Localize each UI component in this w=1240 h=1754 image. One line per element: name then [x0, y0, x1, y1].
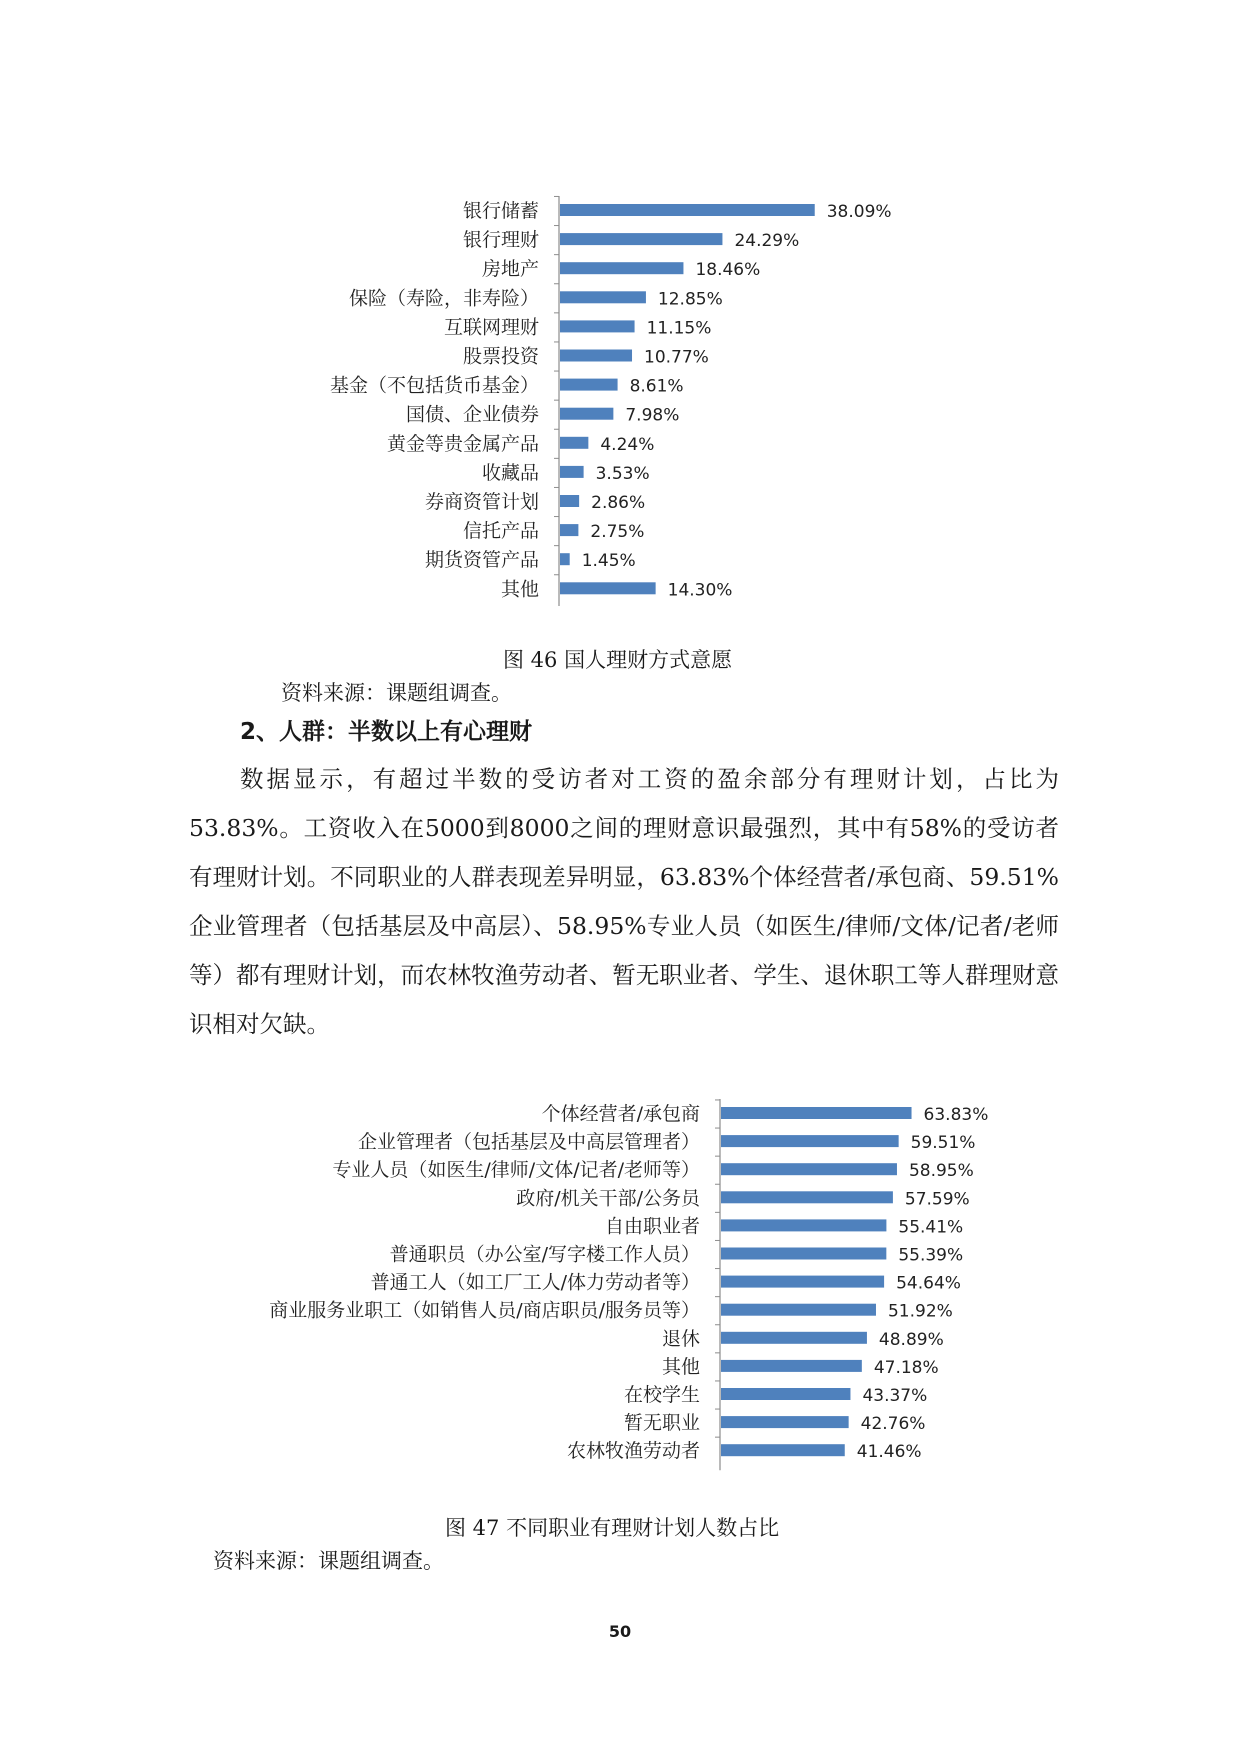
- bar: [560, 233, 722, 245]
- figure-47-caption: 图 47 不同职业有理财计划人数占比: [445, 1516, 780, 1540]
- category-label: 自由职业者: [604, 1215, 700, 1238]
- bar: [721, 1191, 893, 1203]
- bar: [560, 320, 635, 332]
- bar: [560, 291, 646, 303]
- figure-46-source: 资料来源：课题组调查。: [281, 681, 512, 705]
- bar: [560, 495, 579, 507]
- data-label: 42.76%: [860, 1414, 926, 1435]
- bar: [721, 1416, 849, 1428]
- category-label: 收藏品: [481, 461, 539, 484]
- data-label: 59.51%: [910, 1133, 976, 1154]
- category-label: 退休: [661, 1327, 700, 1350]
- page-number: 50: [608, 1622, 632, 1641]
- category-label: 银行理财: [462, 229, 539, 252]
- bar: [560, 466, 584, 478]
- category-label: 普通工人（如工厂工人/体力劳动者等）: [370, 1271, 700, 1294]
- category-label: 股票投资: [462, 345, 539, 368]
- data-label: 10.77%: [644, 347, 709, 368]
- chart-occupation-plans: [0, 1085, 1240, 1485]
- category-label: 券商资管计划: [424, 491, 539, 513]
- bar: [560, 582, 656, 594]
- body-paragraph: 数据显示，有超过半数的受访者对工资的盈余部分有理财计划，占比为53.83%。工资收入在5000到8000之间的理财意识最强烈，其中有58%的受访者有理财计划。不同职业的人群表现差异明显，63.83%个体经营者/承包商、59.51%企业管理者（包括基层及中高层）、58.95%专业人员（如医生/律师/文体/记者/老师等）都有理财计划，而农林牧渔劳动者、暂无职业者、学生、退休职工等人群理财意识相对欠缺。: [189, 765, 1059, 1038]
- data-label: 14.30%: [667, 580, 733, 601]
- category-label: 房地产: [481, 258, 539, 281]
- bar: [560, 262, 683, 274]
- data-label: 18.46%: [695, 260, 761, 281]
- data-label: 55.41%: [898, 1217, 964, 1238]
- category-label: 期货资管产品: [424, 549, 539, 572]
- data-label: 43.37%: [862, 1386, 928, 1406]
- bar: [560, 524, 578, 536]
- section-heading: 2、人群：半数以上有心理财: [240, 719, 533, 745]
- category-label: 国债、企业债券: [405, 403, 539, 426]
- category-label: 暂无职业: [623, 1412, 700, 1435]
- data-label: 47.18%: [873, 1357, 939, 1378]
- category-label: 互联网理财: [443, 316, 539, 339]
- bar: [721, 1444, 845, 1456]
- category-label: 个体经营者/承包商: [541, 1103, 700, 1125]
- bar: [721, 1388, 850, 1400]
- bar: [560, 408, 613, 420]
- bar: [721, 1248, 886, 1260]
- bar: [560, 379, 618, 391]
- category-label: 商业服务业职工（如销售人员/商店职员/服务员等）: [269, 1299, 700, 1322]
- data-label: 51.92%: [887, 1301, 953, 1322]
- category-label: 保险（寿险，非寿险）: [348, 287, 539, 310]
- bar: [560, 204, 815, 216]
- data-label: 8.61%: [629, 376, 684, 397]
- category-label: 企业管理者（包括基层及中高层管理者）: [357, 1131, 700, 1154]
- data-label: 7.98%: [625, 405, 680, 426]
- data-label: 24.29%: [734, 231, 800, 252]
- figure-47-source: 资料来源：课题组调查。: [213, 1549, 444, 1573]
- category-label: 农林牧渔劳动者: [566, 1440, 700, 1463]
- data-label: 63.83%: [923, 1105, 989, 1125]
- category-label: 在校学生: [623, 1384, 700, 1406]
- data-label: 2.75%: [590, 522, 645, 543]
- bar: [721, 1219, 886, 1231]
- data-label: 4.24%: [600, 434, 655, 455]
- bar: [721, 1107, 912, 1119]
- bar: [721, 1276, 884, 1288]
- category-label: 专业人员（如医生/律师/文体/记者/老师等）: [332, 1159, 700, 1182]
- bar: [560, 437, 588, 449]
- data-label: 38.09%: [826, 202, 892, 222]
- data-label: 41.46%: [856, 1442, 922, 1463]
- category-label: 普通职员（办公室/写字楼工作人员）: [389, 1243, 700, 1266]
- data-label: 55.39%: [898, 1245, 964, 1266]
- category-label: 其他: [500, 578, 539, 601]
- bar: [721, 1304, 876, 1316]
- bar: [721, 1332, 867, 1344]
- data-label: 57.59%: [904, 1189, 970, 1210]
- chart-financial-methods: [0, 186, 1240, 606]
- category-label: 黄金等贵金属产品: [386, 432, 539, 455]
- data-label: 2.86%: [591, 493, 646, 513]
- bar: [721, 1163, 897, 1175]
- bar: [721, 1360, 862, 1372]
- figure-46-caption: 图 46 国人理财方式意愿: [503, 648, 733, 672]
- data-label: 48.89%: [878, 1329, 944, 1350]
- category-label: 其他: [661, 1355, 700, 1378]
- data-label: 54.64%: [896, 1273, 961, 1294]
- category-label: 信托产品: [462, 520, 539, 543]
- data-label: 11.15%: [646, 318, 712, 339]
- bar: [560, 350, 632, 362]
- category-label: 银行储蓄: [462, 200, 539, 222]
- bar: [721, 1135, 899, 1147]
- data-label: 12.85%: [657, 289, 723, 310]
- data-label: 58.95%: [908, 1161, 974, 1182]
- category-label: 政府/机关干部/公务员: [516, 1187, 700, 1210]
- bar: [560, 553, 570, 565]
- category-label: 基金（不包括货币基金）: [329, 374, 539, 397]
- data-label: 1.45%: [581, 551, 636, 572]
- data-label: 3.53%: [595, 463, 650, 484]
